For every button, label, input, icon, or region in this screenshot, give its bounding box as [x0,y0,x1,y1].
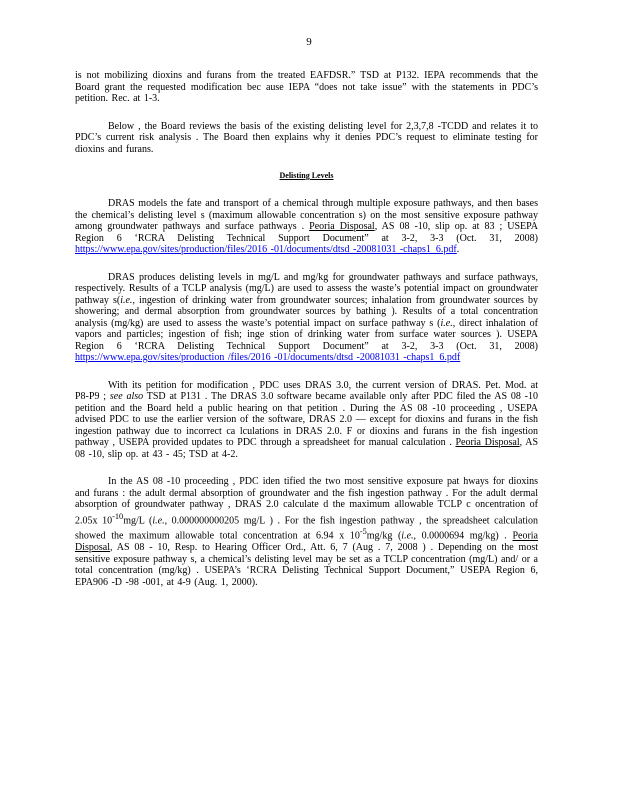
section-heading [75,171,538,180]
text-segment: DRAS models the fate and transport of a chemical through multiple exposure pathways, and then bases the chemical’s delisting level s (maximum allowable concentration s) on the most sensitive exposure pathway among groundwater pathways and surface pathways . [75,198,538,232]
text-segment: mg/kg ( [366,530,402,542]
exponent: -5 [359,527,367,537]
exponent: -10 [112,511,124,521]
ie-abbreviation: i.e. [120,294,133,306]
see-also-signal: see also [109,391,144,402]
text-segment: With its petition for modification , PDC uses DRAS 3.0, the current version of DRAS. Pet. Mod. at P8-P9 ; [75,379,538,402]
text-segment: , ingestion of drinking water from groundwater sources; inhalation from groundwater sources by showering; and dermal absorption from groundwater sources by bathing ). Results of a total concentration analysis (mg/kg) are used to assess the waste’s potential impact on surface pathway s ( [75,294,538,329]
text-segment: mg/L ( [123,514,153,526]
text-segment: , direct inhalation of vapors and particles; ingestion of fish; inge stion of drinking water from surface water sources ). USEPA Region 6 ‘RCRA Delisting Technical Support Document” at 3-2, 3-3 (Oct. 31, 2008) [75,317,538,352]
text-segment: . [456,244,460,255]
paragraph-sensitive-pathways [75,476,538,588]
paragraph-board-review: Below , the Board reviews the basis of the existing delisting level for 2,3,7,8 -TCDD and relates it to PDC’s current risk analysis . The Board then explains why it denies PDC’s request to eliminate testing for dioxins and furans. [75,120,538,155]
text-segment: In the AS 08 -10 proceeding , PDC iden tified the two most sensitive exposure pat hways for dioxins and furans : the adult dermal absorption of groundwater and the fish ingestion pathway . For the adult dermal absorption of groundwater pathway , DRAS 2.0 calculate d the maximum allowable TCLP c oncentration of 2.05x 10 [75,476,538,526]
paragraph-dras-produces [75,272,538,364]
dtsd-link[interactable]: https://www.epa.gov/sites/production /files/2016 -01/documents/dtsd -20081031 -chaps1_6.pdf [75,352,461,363]
page-number: 9 [306,36,312,48]
text-segment: , AS 08 -10, slip op. at 83 ; USEPA Region 6 ‘RCRA Delisting Technical Support Document” at 3-2, 3-3 (Oct. 31, 2008) [75,221,539,244]
paragraph-iepa-recommendation: is not mobilizing dioxins and furans from the treated EAFDSR.” TSD at P132. IEPA recommends that the Board grant the requested modification bec ause IEPA “does not take issue” with the statements in PDC’s petition. Rec. at 1-3. [75,70,538,104]
ie-abbreviation: i.e. [401,530,414,542]
ie-abbreviation: i.e. [440,317,453,329]
text-segment: , 0.0000694 mg/kg) . [413,530,507,542]
document-body [75,70,538,604]
case-citation: Peoria Disposal [455,437,520,448]
paragraph-petition-modification [75,380,538,461]
case-citation: Peoria Disposal [75,530,538,554]
text-segment: , 0.000000000205 mg/L ) . For the fish ingestion pathway , the spreadsheet calculation showed the maximum allowable total concentration at 6.94 x 10 [75,514,539,542]
case-citation: Peoria Disposal [309,221,375,232]
text-segment: TSD at P131 . The DRAS 3.0 software became available only after PDC filed the AS 08 -10 petition and the Board held a public hearing on that petition . During the AS 08 -10 proceeding , USEPA advised PDC to use the earlier version of the software, DRAS 2.0 — except for dioxins and furans in the fish ingestion pathway due to incorrect ca lculations in DRAS 2.0. F or dioxins and furans in the fish ingestion pathway , USEPA provided updates to PDC through a spreadsheet for manual calculation . [75,391,538,448]
text-segment: , AS 08 -10, slip op. at 43 - 45; TSD at 4-2. [75,437,539,460]
text-segment: DRAS produces delisting levels in mg/L and mg/kg for groundwater pathways and surface pathways, respectively. Results of a TCLP analysis (mg/L) are used to assess the waste’s potential impact on groundwater pathway s( [75,271,538,306]
paragraph-dras-models [75,198,538,256]
section-heading-text: Delisting Levels [279,171,334,180]
ie-abbreviation: i.e. [152,514,165,526]
text-segment: , AS 08 - 10, Resp. to Hearing Officer Ord., Att. 6, 7 (Aug . 7, 2008 ) . Depending on the most sensitive exposure pathway s, a chemical’s delisting level may be set as a TCLP concentration (mg/L) and/ or a total concentration (mg/kg) . USEPA’s ‘RCRA Delisting Technical Support Document,” USEPA Region 6, EPA906 -D -98 -001, at 4-9 (Aug. 1, 2000). [75,542,538,588]
dtsd-link[interactable]: https://www.epa.gov/sites/production/files/2016 -01/documents/dtsd -20081031 -chaps1_6.pdf [75,244,457,255]
